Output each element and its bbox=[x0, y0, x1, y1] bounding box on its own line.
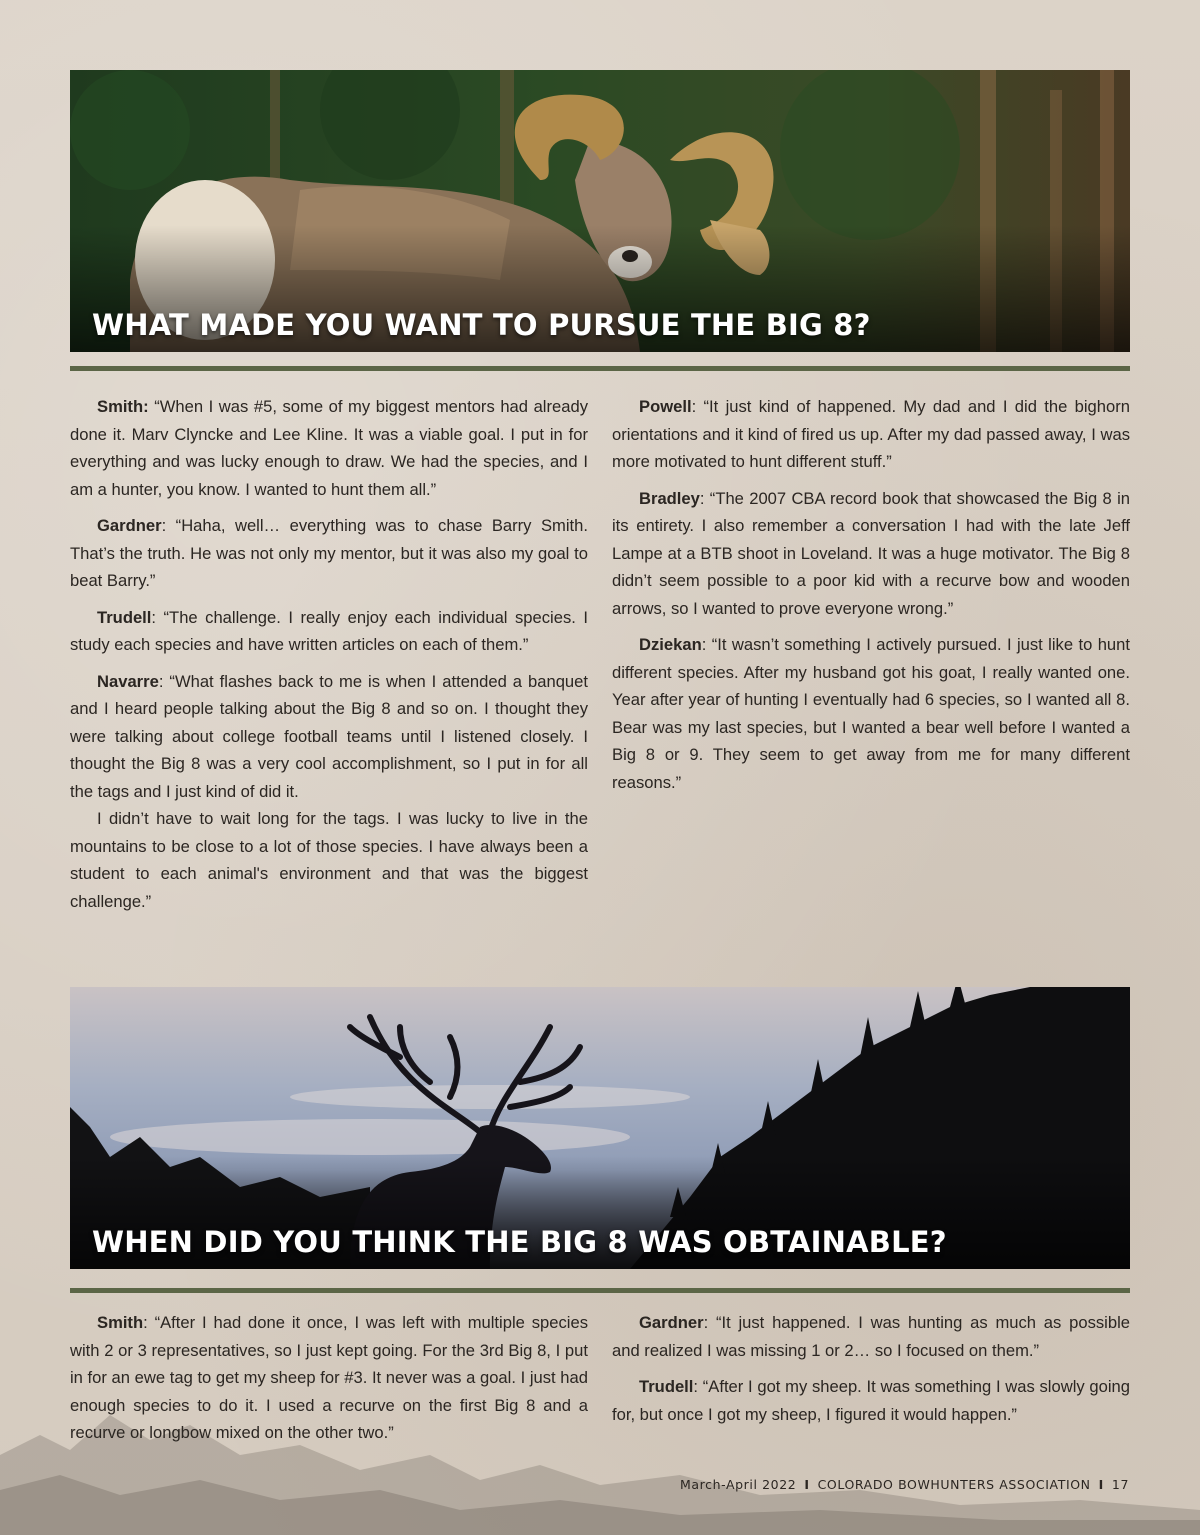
speaker-name: Navarre bbox=[97, 671, 159, 691]
answer-paragraph: Trudell: “The challenge. I really enjoy each individual species. I study each species and have written articles on each of them.” bbox=[70, 607, 588, 654]
speaker-name: Gardner bbox=[97, 516, 162, 535]
answer-paragraph: Navarre: “What flashes back to me is when I attended a banquet and I heard people talking about the Big 8 and so on. I thought they were talking about college football teams until I listened closely. I thought the Big 8 was a very cool accomplishment, so I put in for all the tags and I just kind of did it. bbox=[70, 671, 588, 801]
speaker-name: Trudell bbox=[97, 607, 152, 627]
answers-right-column bbox=[612, 1309, 1130, 1437]
speaker-name: Gardner bbox=[639, 1313, 704, 1332]
page-number: 17 bbox=[1111, 1477, 1129, 1492]
answer-paragraph: Smith: “After I had done it once, I was left with multiple species with 2 or 3 representatives, so I just kept going. For the 3rd Big 8, I put in for an ewe tag to get my sheep for #3. It never was a goal. I just had enough species to do it. I used a recurve on the first Big 8 and a recurve or longbow mixed on the other two.” bbox=[70, 1313, 588, 1442]
section-heading: WHAT MADE YOU WANT TO PURSUE THE BIG 8? bbox=[92, 308, 871, 342]
answer-paragraph: Trudell: “After I got my sheep. It was something I was slowly going for, but once I got my sheep, I figured it would happen.” bbox=[612, 1377, 1130, 1424]
ram-banner bbox=[70, 70, 1130, 352]
answer-paragraph: Bradley: “The 2007 CBA record book that showcased the Big 8 in its entirety. I also remember a conversation I had with the late Jeff Lampe at a BTB shoot in Loveland. It was a huge motivator. The Big 8 didn’t seem possible to a poor kid with a recurve bow and wooden arrows, so I wanted to prove everyone wrong.” bbox=[612, 488, 1130, 618]
answer-paragraph: I didn’t have to wait long for the tags. I was lucky to live in the mountains to be close to a lot of those species. I have always been a student to each animal's environment and that was the biggest challenge.” bbox=[70, 809, 588, 911]
answers-left-column bbox=[70, 393, 588, 924]
section-divider bbox=[70, 1288, 1130, 1293]
footer-separator: I bbox=[804, 1477, 810, 1492]
answer-paragraph: Smith: “When I was #5, some of my biggest mentors had already done it. Marv Clyncke and Lee Kline. It was a viable goal. I put in for everything and was lucky enough to draw. We had the species, and I am a hunter, you know. I wanted to hunt them all.” bbox=[70, 397, 588, 499]
section-heading: WHEN DID YOU THINK THE BIG 8 WAS OBTAINABLE? bbox=[92, 1225, 947, 1259]
answer-paragraph: Gardner: “Haha, well… everything was to chase Barry Smith. That’s the truth. He was not only my mentor, but it was also my goal to beat Barry.” bbox=[70, 516, 588, 590]
answer-paragraph: Gardner: “It just happened. I was hunting as much as possible and realized I was missing 1 or 2… so I focused on them.” bbox=[612, 1313, 1130, 1360]
speaker-name: Dziekan bbox=[639, 635, 702, 654]
publication-name: COLORADO BOWHUNTERS ASSOCIATION bbox=[817, 1477, 1091, 1492]
answers-right-column bbox=[612, 393, 1130, 805]
speaker-name: Smith: bbox=[97, 397, 149, 416]
speaker-name: Smith bbox=[97, 1313, 144, 1332]
answer-paragraph: Powell: “It just kind of happened. My dad and I did the bighorn orientations and it kind of fired us up. After my dad passed away, I was more motivated to hunt different stuff.” bbox=[612, 397, 1130, 471]
issue-date: March-April 2022 bbox=[680, 1477, 797, 1492]
speaker-name: Bradley bbox=[639, 488, 700, 508]
footer-separator: I bbox=[1098, 1477, 1104, 1492]
section-divider bbox=[70, 366, 1130, 371]
answer-paragraph: Dziekan: “It wasn’t something I actively pursued. I just like to hunt different species. After my husband got his goat, I really wanted one. Year after year of hunting I eventually had 6 species, so I wanted all 8. Bear was my last species, but I wanted a bear well before I wanted a Big 8 or 9. They seem to get away from me for many different reasons.” bbox=[612, 635, 1130, 792]
page-footer bbox=[680, 1477, 1129, 1492]
speaker-name: Trudell bbox=[639, 1377, 694, 1396]
answers-left-column bbox=[70, 1309, 588, 1456]
speaker-name: Powell bbox=[639, 397, 692, 416]
elk-banner bbox=[70, 987, 1130, 1269]
